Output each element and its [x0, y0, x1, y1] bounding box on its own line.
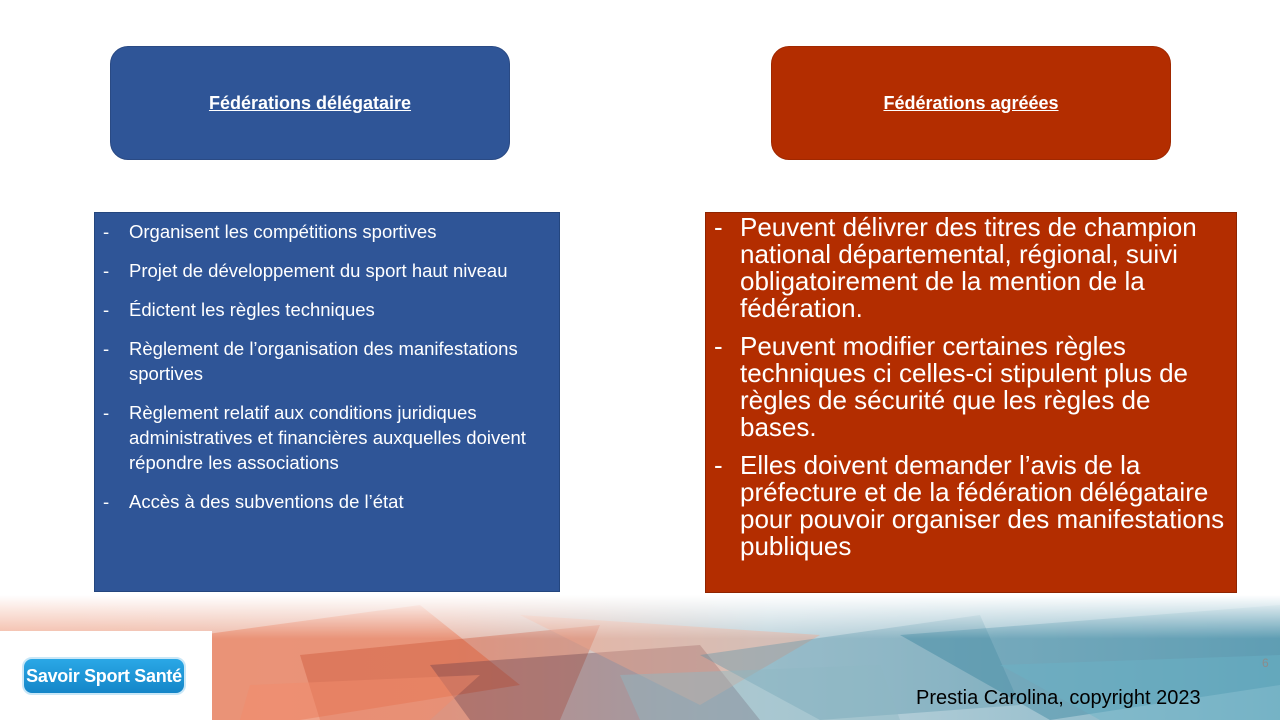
delegataire-list-box	[94, 212, 560, 592]
delegataire-header	[110, 46, 510, 160]
list-item: - Édictent les règles techniques	[103, 299, 375, 320]
copyright-text: Prestia Carolina, copyright 2023	[916, 687, 1201, 709]
list-item: - Règlement relatif aux conditions juridiques administratives et financières auxquelles doivent répondre les associations	[103, 402, 526, 473]
agreees-list-box	[705, 212, 1237, 593]
delegataire-list	[103, 219, 553, 514]
list-item: - Accès à des subventions de l’état	[103, 491, 404, 512]
savoir-sport-sante-logo	[22, 657, 186, 695]
page-number: 6	[1262, 656, 1269, 670]
agreees-list	[714, 214, 1230, 560]
delegataire-title: Fédérations délégataire	[208, 92, 412, 113]
list-item: - Elles doivent demander l’avis de la préfecture et de la fédération délégataire pour pouvoir organiser des manifestations publiques	[714, 450, 1225, 561]
list-item: - Projet de développement du sport haut niveau	[103, 260, 508, 281]
agreees-header	[771, 46, 1171, 160]
list-item: - Peuvent modifier certaines règles techniques ci celles-ci stipulent plus de règles de sécurité que les règles de bases.	[714, 331, 1189, 442]
list-item: - Organisent les compétitions sportives	[103, 221, 437, 242]
logo-text: Savoir Sport Santé	[26, 665, 182, 686]
list-item: - Peuvent délivrer des titres de champion national départemental, régional, suivi obligatoirement de la mention de la fédération.	[714, 212, 1197, 323]
agreees-title: Fédérations agréées	[883, 92, 1059, 113]
list-item: - Règlement de l’organisation des manifestations sportives	[103, 338, 518, 384]
